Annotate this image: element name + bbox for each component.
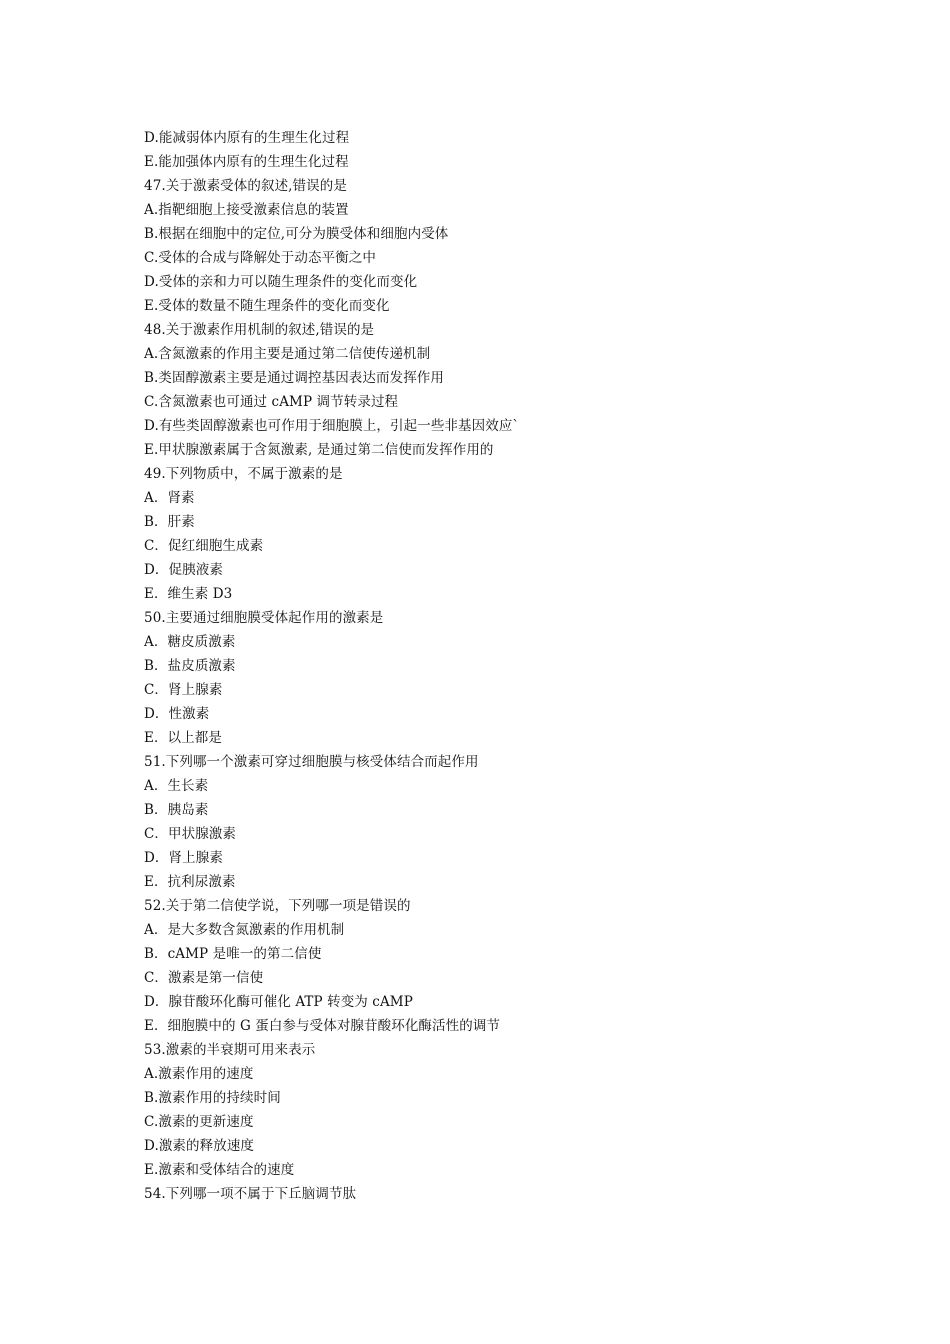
option-line: E.受体的数量不随生理条件的变化而变化 <box>144 298 390 314</box>
option-line: D．性激素 <box>144 706 210 722</box>
option-line: C．激素是第一信使 <box>144 970 264 986</box>
option-line: A．肾素 <box>144 490 195 506</box>
option-line: B.根据在细胞中的定位,可分为膜受体和细胞内受体 <box>144 226 449 242</box>
option-line: D.有些类固醇激素也可作用于细胞膜上，引起一些非基因效应` <box>144 418 520 434</box>
option-line: D．促胰液素 <box>144 562 223 578</box>
question-line: 53.激素的半衰期可用来表示 <box>144 1042 316 1058</box>
option-line: D.激素的释放速度 <box>144 1138 255 1154</box>
option-line: E．以上都是 <box>144 730 222 746</box>
document-body <box>144 126 844 1206</box>
option-line: C.激素的更新速度 <box>144 1114 254 1130</box>
option-line: A．生长素 <box>144 778 209 794</box>
question-line: 47.关于激素受体的叙述,错误的是 <box>144 178 347 194</box>
option-line: E．维生素 D3 <box>144 586 233 602</box>
option-line: B．肝素 <box>144 514 195 530</box>
option-line: E．抗利尿激素 <box>144 874 236 890</box>
option-line: E.能加强体内原有的生理生化过程 <box>144 154 349 170</box>
option-line: C．甲状腺激素 <box>144 826 237 842</box>
option-line: D．腺苷酸环化酶可催化 ATP 转变为 cAMP <box>144 994 413 1010</box>
option-line: B.类固醇激素主要是通过调控基因表达而发挥作用 <box>144 370 445 386</box>
question-line: 54.下列哪一项不属于下丘脑调节肽 <box>144 1186 357 1202</box>
option-line: D.受体的亲和力可以随生理条件的变化而变化 <box>144 274 418 290</box>
option-line: D.能减弱体内原有的生理生化过程 <box>144 130 350 146</box>
option-line: A.指靶细胞上接受激素信息的装置 <box>144 202 349 218</box>
option-line: C.受体的合成与降解处于动态平衡之中 <box>144 250 376 266</box>
option-line: E.激素和受体结合的速度 <box>144 1162 295 1178</box>
option-line: B．盐皮质激素 <box>144 658 236 674</box>
option-line: E．细胞膜中的 G 蛋白参与受体对腺苷酸环化酶活性的调节 <box>144 1018 501 1034</box>
option-line: A.激素作用的速度 <box>144 1066 254 1082</box>
option-line: C．促红细胞生成素 <box>144 538 264 554</box>
option-line: A．是大多数含氮激素的作用机制 <box>144 922 345 938</box>
question-line: 50.主要通过细胞膜受体起作用的激素是 <box>144 610 384 626</box>
question-line: 51.下列哪一个激素可穿过细胞膜与核受体结合而起作用 <box>144 754 479 770</box>
question-line: 48.关于激素作用机制的叙述,错误的是 <box>144 322 375 338</box>
option-line: C.含氮激素也可通过 cAMP 调节转录过程 <box>144 394 399 410</box>
option-line: B．cAMP 是唯一的第二信使 <box>144 946 322 962</box>
question-line: 52.关于第二信使学说，下列哪一项是错误的 <box>144 898 411 914</box>
option-line: B.激素作用的持续时间 <box>144 1090 281 1106</box>
option-line: D．肾上腺素 <box>144 850 223 866</box>
option-line: A.含氮激素的作用主要是通过第二信使传递机制 <box>144 346 431 362</box>
option-line: B．胰岛素 <box>144 802 209 818</box>
option-line: E.甲状腺激素属于含氮激素, 是通过第二信使而发挥作用的 <box>144 442 494 458</box>
question-line: 49.下列物质中，不属于激素的是 <box>144 466 343 482</box>
option-line: A．糖皮质激素 <box>144 634 236 650</box>
option-line: C．肾上腺素 <box>144 682 223 698</box>
